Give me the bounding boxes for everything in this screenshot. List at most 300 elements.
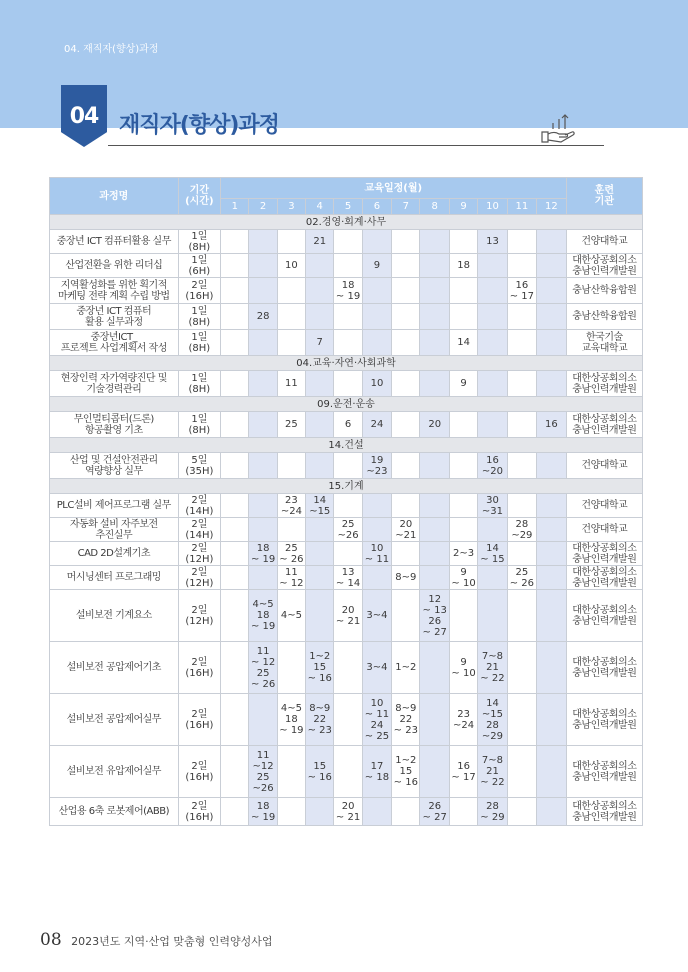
- month-cell-11: 25 ~ 26: [507, 566, 536, 590]
- month-cell-2: [249, 330, 277, 356]
- month-header-8: 8: [420, 199, 449, 215]
- month-cell-5: [334, 542, 362, 566]
- month-header-1: 1: [221, 199, 249, 215]
- course-name: 중장년 ICT 컴퓨터 활용 실무과정: [50, 304, 179, 330]
- category-label: 15.기계: [50, 479, 643, 494]
- course-period: 2일 (16H): [178, 278, 221, 304]
- month-cell-2: [249, 230, 277, 254]
- course-period: 2일 (12H): [178, 566, 221, 590]
- month-cell-4: 14 ~15: [306, 494, 334, 518]
- month-cell-2: 11 ~12 25 ~26: [249, 746, 277, 798]
- month-cell-5: [334, 330, 362, 356]
- course-name: 설비보전 기계요소: [50, 590, 179, 642]
- course-name: 산업전환을 위한 리더십: [50, 254, 179, 278]
- month-header-5: 5: [334, 199, 362, 215]
- month-cell-6: [362, 494, 391, 518]
- month-cell-10: 14 ~15 28 ~29: [478, 694, 507, 746]
- month-cell-8: [420, 694, 449, 746]
- month-cell-1: [221, 494, 249, 518]
- month-cell-1: [221, 542, 249, 566]
- month-cell-11: 16 ~ 17: [507, 278, 536, 304]
- table-row: [50, 330, 643, 356]
- month-cell-1: [221, 798, 249, 826]
- month-cell-6: 3~4: [362, 642, 391, 694]
- month-cell-8: [420, 278, 449, 304]
- month-cell-1: [221, 694, 249, 746]
- month-cell-6: [362, 304, 391, 330]
- month-cell-9: [449, 278, 477, 304]
- month-cell-2: 4~5 18 ~ 19: [249, 590, 277, 642]
- month-cell-9: [449, 518, 477, 542]
- month-cell-12: [537, 542, 567, 566]
- month-cell-12: [537, 371, 567, 397]
- month-cell-1: [221, 453, 249, 479]
- month-cell-5: 18 ~ 19: [334, 278, 362, 304]
- month-cell-10: 13: [478, 230, 507, 254]
- month-cell-7: [392, 254, 420, 278]
- month-cell-9: 23 ~24: [449, 694, 477, 746]
- month-cell-6: 17 ~ 18: [362, 746, 391, 798]
- month-cell-10: 14 ~ 15: [478, 542, 507, 566]
- month-cell-7: [392, 542, 420, 566]
- training-institution: 대한상공회의소 충남인력개발원: [566, 371, 642, 397]
- month-cell-2: [249, 412, 277, 438]
- month-cell-2: [249, 254, 277, 278]
- table-row: [50, 694, 643, 746]
- course-period: 2일 (14H): [178, 518, 221, 542]
- title-underline: [108, 145, 604, 146]
- month-cell-9: 14: [449, 330, 477, 356]
- month-cell-11: [507, 590, 536, 642]
- course-period: 2일 (12H): [178, 590, 221, 642]
- month-cell-4: [306, 453, 334, 479]
- category-row: [50, 397, 643, 412]
- hand-growth-icon: [539, 112, 577, 146]
- category-row: [50, 215, 643, 230]
- month-cell-2: [249, 518, 277, 542]
- table-row: [50, 230, 643, 254]
- month-cell-11: [507, 412, 536, 438]
- month-cell-6: [362, 798, 391, 826]
- month-header-2: 2: [249, 199, 277, 215]
- course-period: 2일 (14H): [178, 494, 221, 518]
- month-cell-1: [221, 330, 249, 356]
- month-cell-11: [507, 746, 536, 798]
- category-row: [50, 479, 643, 494]
- month-cell-7: 8~9: [392, 566, 420, 590]
- month-cell-2: [249, 278, 277, 304]
- month-cell-5: [334, 642, 362, 694]
- month-cell-1: [221, 642, 249, 694]
- month-cell-6: [362, 230, 391, 254]
- month-cell-5: [334, 304, 362, 330]
- month-cell-12: [537, 518, 567, 542]
- month-cell-12: [537, 453, 567, 479]
- month-cell-6: 10 ~ 11 24 ~ 25: [362, 694, 391, 746]
- month-cell-4: [306, 590, 334, 642]
- month-cell-12: [537, 278, 567, 304]
- month-cell-1: [221, 590, 249, 642]
- course-name: 산업 및 건설안전관리 역량향상 실무: [50, 453, 179, 479]
- month-cell-3: 11 ~ 12: [277, 566, 305, 590]
- month-cell-4: 1~2 15 ~ 16: [306, 642, 334, 694]
- course-name: 현장인력 자가역량진단 및 기술경력관리: [50, 371, 179, 397]
- course-period: 1일 (8H): [178, 230, 221, 254]
- month-cell-10: [478, 412, 507, 438]
- month-cell-9: [449, 590, 477, 642]
- month-cell-5: [334, 694, 362, 746]
- month-cell-4: [306, 518, 334, 542]
- month-header-4: 4: [306, 199, 334, 215]
- month-cell-7: [392, 371, 420, 397]
- month-cell-11: [507, 230, 536, 254]
- month-cell-12: [537, 566, 567, 590]
- month-cell-8: [420, 642, 449, 694]
- month-cell-8: [420, 518, 449, 542]
- month-cell-3: [277, 304, 305, 330]
- month-cell-9: [449, 453, 477, 479]
- month-cell-3: [277, 518, 305, 542]
- course-period: 2일 (16H): [178, 642, 221, 694]
- category-label: 02.경영·회계·사무: [50, 215, 643, 230]
- month-cell-1: [221, 254, 249, 278]
- month-cell-8: [420, 371, 449, 397]
- training-institution: 충남산학융합원: [566, 304, 642, 330]
- month-cell-11: [507, 453, 536, 479]
- month-cell-8: [420, 494, 449, 518]
- header-period: 기간 (시간): [178, 178, 221, 215]
- month-cell-8: [420, 542, 449, 566]
- month-cell-3: [277, 642, 305, 694]
- course-period: 5일 (35H): [178, 453, 221, 479]
- month-cell-1: [221, 371, 249, 397]
- table-row: [50, 278, 643, 304]
- month-cell-6: 24: [362, 412, 391, 438]
- month-cell-9: 16 ~ 17: [449, 746, 477, 798]
- category-row: [50, 438, 643, 453]
- month-header-10: 10: [478, 199, 507, 215]
- month-header-12: 12: [537, 199, 567, 215]
- month-cell-2: 11 ~ 12 25 ~ 26: [249, 642, 277, 694]
- table-row: [50, 518, 643, 542]
- table-row: [50, 542, 643, 566]
- month-header-9: 9: [449, 199, 477, 215]
- month-cell-10: [478, 304, 507, 330]
- month-cell-3: 23 ~24: [277, 494, 305, 518]
- month-cell-2: 18 ~ 19: [249, 542, 277, 566]
- month-cell-11: [507, 304, 536, 330]
- training-institution: 대한상공회의소 충남인력개발원: [566, 694, 642, 746]
- month-cell-11: [507, 642, 536, 694]
- month-cell-2: [249, 371, 277, 397]
- month-cell-11: 28 ~29: [507, 518, 536, 542]
- course-name: 중장년 ICT 컴퓨터활용 실무: [50, 230, 179, 254]
- month-cell-1: [221, 304, 249, 330]
- course-name: 지역활성화를 위한 획기적 마케팅 전략 계획 수립 방법: [50, 278, 179, 304]
- course-name: 설비보전 공압제어기초: [50, 642, 179, 694]
- month-cell-3: [277, 278, 305, 304]
- month-cell-6: [362, 518, 391, 542]
- course-period: 1일 (8H): [178, 371, 221, 397]
- month-cell-4: [306, 304, 334, 330]
- month-cell-4: [306, 278, 334, 304]
- month-cell-2: 18 ~ 19: [249, 798, 277, 826]
- training-institution: 건양대학교: [566, 230, 642, 254]
- table-row: [50, 254, 643, 278]
- table-row: [50, 642, 643, 694]
- month-cell-4: 21: [306, 230, 334, 254]
- course-name: 산업용 6축 로봇제어(ABB): [50, 798, 179, 826]
- month-cell-3: [277, 230, 305, 254]
- month-cell-5: [334, 746, 362, 798]
- month-cell-8: [420, 304, 449, 330]
- month-cell-1: [221, 746, 249, 798]
- course-name: 무인멀티콥터(드론) 항공촬영 기초: [50, 412, 179, 438]
- training-institution: 대한상공회의소 충남인력개발원: [566, 412, 642, 438]
- month-cell-12: [537, 642, 567, 694]
- month-cell-3: 10: [277, 254, 305, 278]
- month-cell-11: [507, 494, 536, 518]
- month-cell-9: 2~3: [449, 542, 477, 566]
- month-cell-7: [392, 230, 420, 254]
- month-cell-7: [392, 304, 420, 330]
- month-cell-12: [537, 694, 567, 746]
- table-row: [50, 453, 643, 479]
- table-row: [50, 494, 643, 518]
- month-cell-2: 28: [249, 304, 277, 330]
- month-cell-7: [392, 590, 420, 642]
- month-header-3: 3: [277, 199, 305, 215]
- month-cell-10: 7~8 21 ~ 22: [478, 746, 507, 798]
- month-cell-4: [306, 254, 334, 278]
- course-name: 머시닝센터 프로그래밍: [50, 566, 179, 590]
- month-cell-5: 20 ~ 21: [334, 590, 362, 642]
- month-cell-6: 9: [362, 254, 391, 278]
- course-name: 설비보전 공압제어실무: [50, 694, 179, 746]
- month-cell-10: 28 ~ 29: [478, 798, 507, 826]
- footer: [40, 930, 273, 950]
- month-cell-3: 25 ~ 26: [277, 542, 305, 566]
- training-institution: 한국기술 교육대학교: [566, 330, 642, 356]
- month-cell-4: [306, 371, 334, 397]
- month-cell-7: [392, 278, 420, 304]
- category-row: [50, 356, 643, 371]
- month-cell-6: [362, 330, 391, 356]
- month-cell-9: [449, 412, 477, 438]
- training-institution: 대한상공회의소 충남인력개발원: [566, 590, 642, 642]
- course-period: 1일 (6H): [178, 254, 221, 278]
- month-cell-3: [277, 746, 305, 798]
- schedule-body: [50, 215, 643, 826]
- month-cell-3: [277, 453, 305, 479]
- month-cell-6: [362, 278, 391, 304]
- month-cell-12: [537, 746, 567, 798]
- training-institution: 대한상공회의소 충남인력개발원: [566, 798, 642, 826]
- month-cell-6: 10: [362, 371, 391, 397]
- training-institution: 대한상공회의소 충남인력개발원: [566, 746, 642, 798]
- training-schedule-table: [49, 177, 643, 826]
- month-cell-5: 13 ~ 14: [334, 566, 362, 590]
- month-cell-9: [449, 798, 477, 826]
- month-cell-4: [306, 798, 334, 826]
- category-label: 14.건설: [50, 438, 643, 453]
- table-row: [50, 746, 643, 798]
- month-cell-2: [249, 694, 277, 746]
- month-cell-8: 26 ~ 27: [420, 798, 449, 826]
- month-cell-8: [420, 230, 449, 254]
- month-cell-10: [478, 278, 507, 304]
- course-period: 1일 (8H): [178, 412, 221, 438]
- course-name: 설비보전 유압제어실무: [50, 746, 179, 798]
- month-cell-7: 8~9 22 ~ 23: [392, 694, 420, 746]
- month-cell-2: [249, 566, 277, 590]
- page-title: 재직자(향상)과정: [119, 113, 279, 138]
- month-cell-10: [478, 254, 507, 278]
- month-cell-8: [420, 453, 449, 479]
- month-cell-12: [537, 254, 567, 278]
- month-cell-4: [306, 566, 334, 590]
- month-cell-1: [221, 230, 249, 254]
- month-cell-3: [277, 330, 305, 356]
- page-number: 08: [40, 930, 62, 950]
- month-cell-10: 7~8 21 ~ 22: [478, 642, 507, 694]
- month-cell-2: [249, 494, 277, 518]
- training-institution: 건양대학교: [566, 453, 642, 479]
- month-cell-7: 1~2: [392, 642, 420, 694]
- training-institution: 대한상공회의소 충남인력개발원: [566, 254, 642, 278]
- table-row: [50, 566, 643, 590]
- month-cell-9: [449, 304, 477, 330]
- month-cell-7: [392, 494, 420, 518]
- month-cell-9: 9: [449, 371, 477, 397]
- month-cell-1: [221, 278, 249, 304]
- month-cell-12: [537, 330, 567, 356]
- month-header-6: 6: [362, 199, 391, 215]
- month-cell-7: 1~2 15 ~ 16: [392, 746, 420, 798]
- header-course: 과정명: [50, 178, 179, 215]
- month-cell-3: 4~5: [277, 590, 305, 642]
- month-cell-9: 9 ~ 10: [449, 642, 477, 694]
- month-cell-8: 12 ~ 13 26 ~ 27: [420, 590, 449, 642]
- month-cell-8: [420, 330, 449, 356]
- month-cell-10: 16 ~20: [478, 453, 507, 479]
- month-cell-5: 25 ~26: [334, 518, 362, 542]
- training-institution: 건양대학교: [566, 494, 642, 518]
- course-period: 1일 (8H): [178, 330, 221, 356]
- month-header-11: 11: [507, 199, 536, 215]
- month-cell-9: [449, 494, 477, 518]
- month-cell-2: [249, 453, 277, 479]
- month-cell-1: [221, 518, 249, 542]
- category-label: 09.운전·운송: [50, 397, 643, 412]
- month-cell-5: [334, 453, 362, 479]
- training-institution: 건양대학교: [566, 518, 642, 542]
- chapter-number: 04: [69, 104, 99, 129]
- table-row: [50, 371, 643, 397]
- month-header-7: 7: [392, 199, 420, 215]
- month-cell-4: [306, 542, 334, 566]
- month-cell-5: [334, 230, 362, 254]
- header-institution: 훈련 기관: [566, 178, 642, 215]
- month-cell-11: [507, 542, 536, 566]
- month-cell-7: [392, 798, 420, 826]
- month-cell-9: 9 ~ 10: [449, 566, 477, 590]
- course-name: CAD 2D설계기초: [50, 542, 179, 566]
- course-period: 2일 (16H): [178, 746, 221, 798]
- month-cell-7: [392, 412, 420, 438]
- month-cell-10: [478, 590, 507, 642]
- month-cell-8: [420, 746, 449, 798]
- month-cell-1: [221, 412, 249, 438]
- month-cell-7: 20 ~21: [392, 518, 420, 542]
- month-cell-4: 8~9 22 ~ 23: [306, 694, 334, 746]
- month-cell-5: [334, 254, 362, 278]
- month-cell-12: [537, 230, 567, 254]
- training-institution: 대한상공회의소 충남인력개발원: [566, 642, 642, 694]
- month-cell-4: 15 ~ 16: [306, 746, 334, 798]
- table-row: [50, 590, 643, 642]
- month-cell-5: [334, 494, 362, 518]
- month-cell-9: 18: [449, 254, 477, 278]
- month-cell-5: 6: [334, 412, 362, 438]
- month-cell-3: 4~5 18 ~ 19: [277, 694, 305, 746]
- month-cell-11: [507, 330, 536, 356]
- month-cell-8: 20: [420, 412, 449, 438]
- month-cell-5: [334, 371, 362, 397]
- month-cell-10: 30 ~31: [478, 494, 507, 518]
- month-cell-12: 16: [537, 412, 567, 438]
- course-period: 1일 (8H): [178, 304, 221, 330]
- month-cell-6: 10 ~ 11: [362, 542, 391, 566]
- training-institution: 대한상공회의소 충남인력개발원: [566, 566, 642, 590]
- month-cell-4: [306, 412, 334, 438]
- month-cell-12: [537, 798, 567, 826]
- training-institution: 충남산학융합원: [566, 278, 642, 304]
- month-cell-7: [392, 330, 420, 356]
- month-cell-11: [507, 371, 536, 397]
- footer-text: 2023년도 지역·산업 맞춤형 인력양성사업: [71, 935, 273, 948]
- month-cell-12: [537, 494, 567, 518]
- month-cell-6: 19 ~23: [362, 453, 391, 479]
- training-institution: 대한상공회의소 충남인력개발원: [566, 542, 642, 566]
- header-schedule: 교육일정(월): [221, 178, 567, 199]
- month-cell-6: [362, 566, 391, 590]
- month-cell-11: [507, 798, 536, 826]
- breadcrumb: 04. 재직자(향상)과정: [64, 44, 159, 55]
- month-cell-11: [507, 254, 536, 278]
- table-row: [50, 798, 643, 826]
- course-period: 2일 (12H): [178, 542, 221, 566]
- month-cell-3: 11: [277, 371, 305, 397]
- month-cell-8: [420, 566, 449, 590]
- month-cell-10: [478, 566, 507, 590]
- table-row: [50, 412, 643, 438]
- month-cell-10: [478, 371, 507, 397]
- course-name: 중장년ICT_ 프로젝트 사업계획서 작성: [50, 330, 179, 356]
- month-cell-7: [392, 453, 420, 479]
- month-cell-1: [221, 566, 249, 590]
- month-cell-12: [537, 590, 567, 642]
- month-cell-9: [449, 230, 477, 254]
- table-row: [50, 304, 643, 330]
- month-cell-3: 25: [277, 412, 305, 438]
- course-period: 2일 (16H): [178, 694, 221, 746]
- month-cell-12: [537, 304, 567, 330]
- month-cell-8: [420, 254, 449, 278]
- month-cell-6: 3~4: [362, 590, 391, 642]
- month-cell-5: 20 ~ 21: [334, 798, 362, 826]
- month-cell-3: [277, 798, 305, 826]
